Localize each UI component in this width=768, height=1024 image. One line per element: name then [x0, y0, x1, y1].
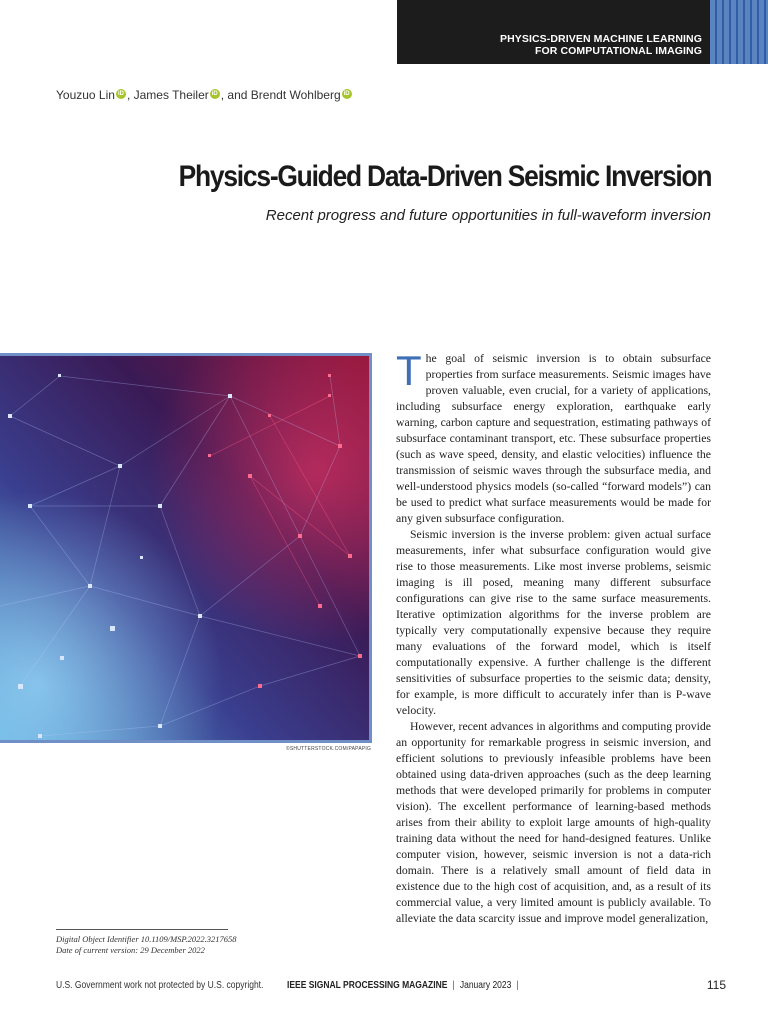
author-name: Brendt Wohlberg — [250, 88, 341, 102]
copyright-notice: U.S. Government work not protected by U.S. copyright. — [56, 980, 264, 991]
magazine-name: IEEE SIGNAL PROCESSING MAGAZINE — [287, 980, 448, 991]
decorative-stripes — [710, 0, 768, 64]
issue-date: January 2023 — [459, 980, 512, 991]
network-illustration — [0, 353, 372, 743]
series-title-line2: FOR COMPUTATIONAL IMAGING — [535, 45, 702, 57]
author-name: Youzuo Lin — [56, 88, 115, 102]
article-title: Physics-Guided Data-Driven Seismic Inversion — [178, 160, 711, 193]
article-body — [396, 347, 711, 927]
paragraph: Seismic inversion is the inverse problem: given actual surface measurements, infer what subsurface configuration would give rise to those measurements. Like most inverse problems, seismic imaging is ill posed, meaning many different subsurface configurations can give rise to the same surface measurements. Iterative optimization algorithms for the inverse problem are typically very computationally expensive because they require many evaluations of the forward model, which is itself computationally expensive. A further challenge is the different sensitivities of subsurface properties to the seismic data; density, for example, is more difficult to accurately infer than is P-wave velocity. — [396, 528, 711, 717]
article-subtitle: Recent progress and future opportunities in full-waveform inversion — [265, 207, 711, 224]
author-name: James Theiler — [133, 88, 209, 102]
orcid-icon[interactable]: iD — [211, 91, 218, 97]
paragraph: However, recent advances in algorithms and computing provide an opportunity for remarkable progress in seismic inversion, and efficient solutions to previously infeasible problems have been obtained using data-driven approaches (such as the deep learning methods that were developed primarily for problems in computer vision). The excellent performance of learning-based methods arises from their ability to exploit large amounts of high-quality training data without the need for hand-designed features. Unlike computer vision, however, seismic inversion is not a data-rich domain. There is a relatively small amount of field data in existence due to the high cost of acquisition, and, as a result of its commercial value, a very limited amount is publicly available. To alleviate the data scarcity issue and improve model generalization, — [396, 720, 711, 925]
author-separator: , — [126, 88, 134, 102]
page-number: 115 — [706, 978, 726, 992]
series-banner — [397, 0, 710, 64]
author-line — [56, 88, 353, 102]
network-graphic — [0, 356, 372, 743]
footer-divider: | — [516, 980, 519, 991]
orcid-icon[interactable]: iD — [343, 91, 350, 97]
orcid-icon[interactable]: iD — [117, 91, 124, 97]
version-date: Date of current version: 29 December 2022 — [56, 944, 205, 955]
drop-cap: T — [396, 347, 422, 394]
author-separator: , and — [220, 88, 251, 102]
footnote-rule — [56, 929, 228, 930]
footnote — [56, 934, 237, 955]
paragraph — [396, 347, 711, 527]
footer-divider: | — [452, 980, 455, 991]
doi-text[interactable]: Digital Object Identifier 10.1109/MSP.2022.3217658 — [56, 934, 237, 944]
image-credit: ©SHUTTERSTOCK.COM/PAPAPIG — [286, 746, 372, 752]
series-title-line1: PHYSICS-DRIVEN MACHINE LEARNING — [499, 33, 702, 45]
running-footer — [287, 980, 524, 991]
paragraph-text: he goal of seismic inversion is to obtain subsurface properties from surface measurements. Seismic images have proven valuable, even crucial, for a variety of applications, including subsurface energy exploration, earthquake early warning, carbon capture and sequestration, estimating pathways of subsurface contaminant transport, etc. These subsurface properties (such as wave speed, density, and elastic velocities) influence the transmission of seismic waves through the subsurface media, and well-understood physics models (so-called “forward models”) can be used to predict what surface measurements would be made for any given subsurface configuration. — [396, 352, 711, 525]
